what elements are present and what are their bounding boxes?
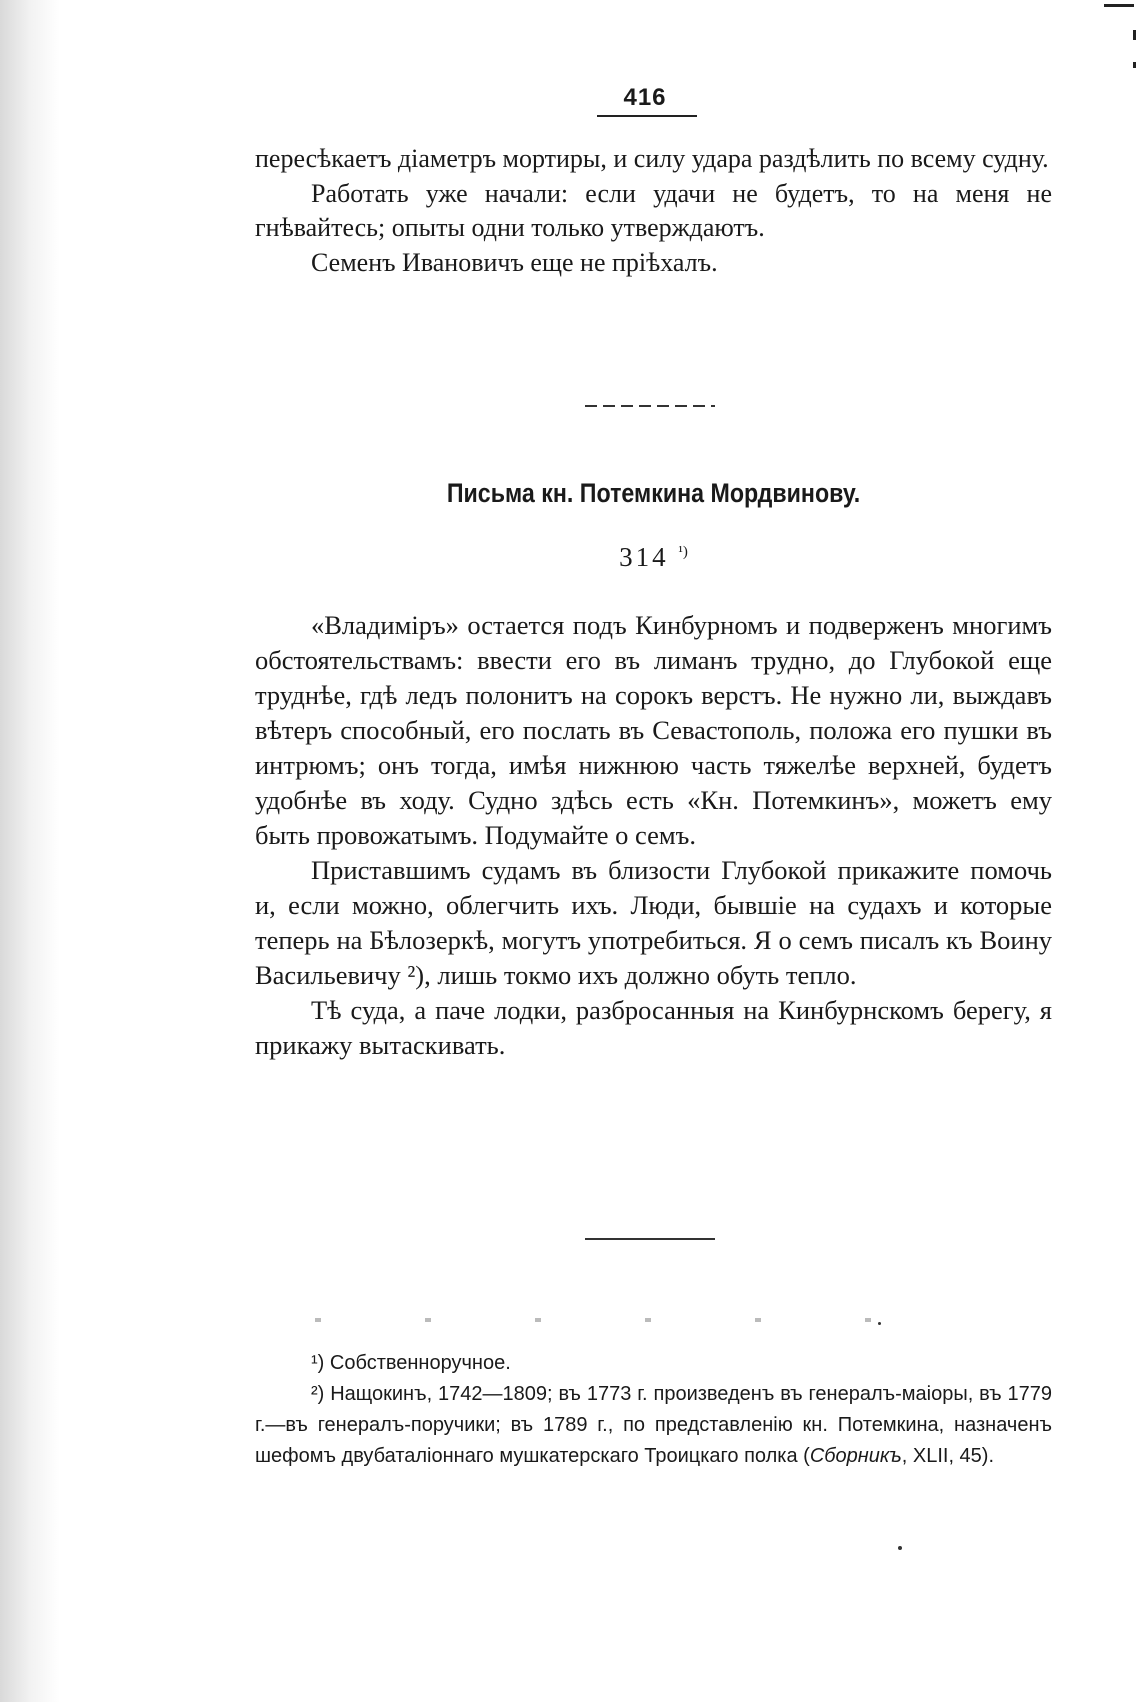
opening-paragraph: Работать уже начали: если удачи не будетъ, то на меня не гнѣвайтесь; опыты одни только утверждаютъ.	[255, 178, 1052, 242]
letter-footnote-ref: ¹)	[678, 544, 688, 560]
letter-number	[255, 542, 1052, 573]
scan-shadow	[0, 0, 60, 1702]
scan-edge-marks	[1100, 0, 1140, 100]
footnote-text: Нащокинъ, 1742—1809; въ 1773 г. произведенъ въ генералъ-маіоры, въ 1779 г.—въ генералъ-поручики; въ 1789 г., по представленію кн. Потемкина, назначенъ шефомъ двубаталіоннаго мушкатерскаго Троицкаго полка (	[255, 1383, 1052, 1467]
page-number-rule	[597, 115, 697, 117]
footnote-source-tail: , XLII, 45).	[901, 1445, 995, 1467]
scan-speck	[878, 1322, 881, 1325]
opening-paragraph: Семенъ Ивановичъ еще не пріѣхалъ.	[311, 247, 718, 277]
scan-speck	[898, 1546, 902, 1550]
letter-paragraph: Приставшимъ судамъ въ близости Глубокой прикажите помочь и, если можно, облегчить ихъ. Люди, бывшіе на судахъ и которые теперь на Бѣлозеркѣ, могутъ употребиться. Я о семъ писалъ къ Воину Васильевичу ²), лишь токмо ихъ должно обуть тепло.	[255, 855, 1052, 990]
footnote-marker: ²)	[311, 1383, 325, 1405]
section-divider	[585, 405, 715, 407]
letter-body	[255, 608, 1052, 1063]
footnote-source: Сборникъ	[809, 1445, 902, 1467]
footnotes	[255, 1348, 1052, 1472]
opening-paragraph: пересѣкаетъ діаметръ мортиры, и силу удара раздѣлить по всему судну.	[255, 144, 1049, 173]
footnote-marker: ¹)	[311, 1352, 325, 1374]
faint-scan-marks	[255, 1318, 895, 1322]
letter-paragraph: «Владиміръ» остается подъ Кинбурномъ и подверженъ многимъ обстоятельствамъ: ввести его въ лиманъ трудно, до Глубокой еще труднѣе, гдѣ ледъ полонитъ на сорокъ верстъ. Не нужно ли, выждавъ вѣтеръ способный, его послать въ Севастополь, положа его пушки въ интрюмъ; онъ тогда, имѣя нижнюю часть тяжелѣе верхней, будетъ удобнѣе въ ходу. Судно здѣсь есть «Кн. Потемкинъ», можетъ ему быть провожатымъ. Подумайте о семъ.	[255, 610, 1052, 850]
footnote-text: Собственноручное.	[329, 1352, 511, 1374]
opening-text	[255, 142, 1052, 280]
letter-paragraph: Тѣ суда, а паче лодки, разбросанныя на Кинбурнскомъ берегу, я прикажу вытаскивать.	[255, 995, 1052, 1060]
section-heading: Письма кн. Потемкина Мордвинову.	[446, 478, 861, 508]
letter-number-value: 314	[619, 542, 669, 572]
page-number: 416	[623, 84, 667, 111]
end-divider	[585, 1238, 715, 1240]
footnote-1	[255, 1348, 1052, 1379]
footnote-2	[255, 1379, 1052, 1472]
